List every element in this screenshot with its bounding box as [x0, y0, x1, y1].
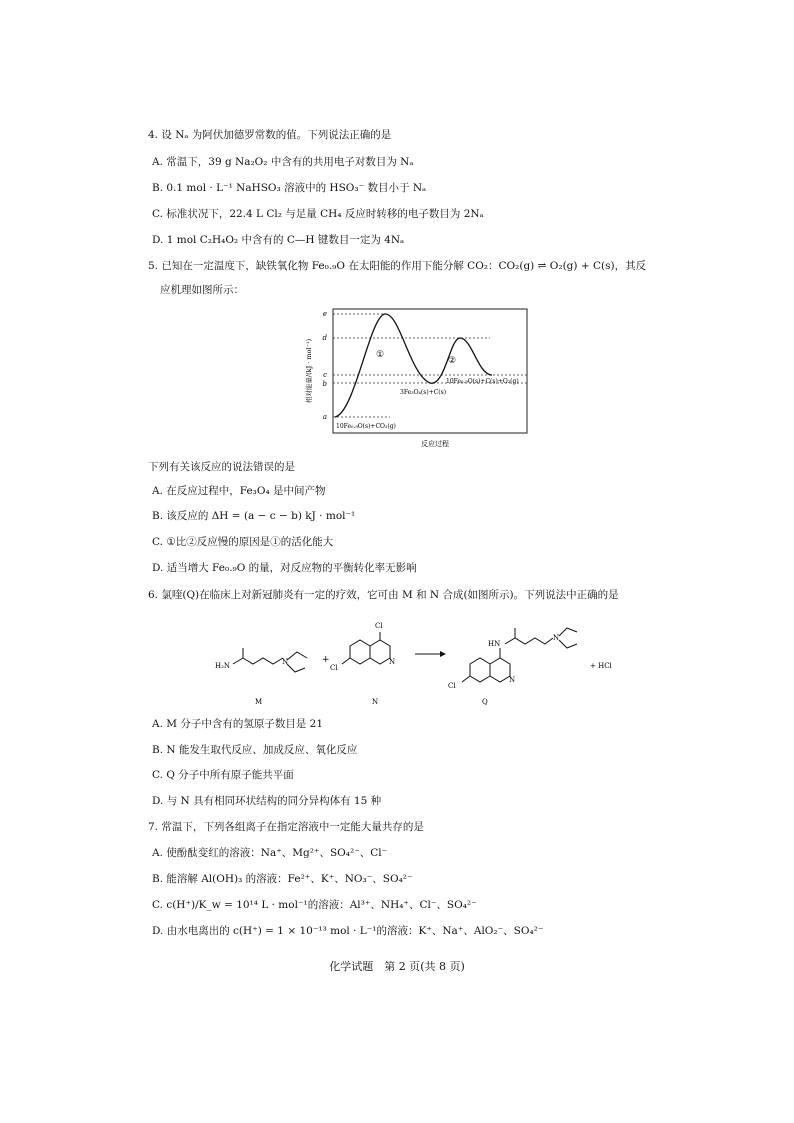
plot-frame	[333, 309, 527, 433]
q6-option-c: C. Q 分子中所有原子能共平面	[152, 769, 294, 781]
q6-option-d: D. 与 N 具有相同环状结构的同分异构体有 15 种	[152, 795, 382, 807]
tick-d: d	[322, 334, 327, 342]
q6-option-a: A. M 分子中含有的氢原子数目是 21	[152, 718, 324, 730]
n-label: N	[372, 698, 379, 706]
molecule-m	[233, 648, 307, 672]
molecule-n	[342, 632, 390, 664]
q4-option-c: C. 标准状况下，22.4 L Cl₂ 与足量 CH₄ 反应时转移的电子数目为 2Nₐ	[152, 208, 484, 220]
q5-option-b: B. 该反应的 ΔH = (a − c − b) kJ · mol⁻¹	[152, 510, 356, 522]
q4-option-b: B. 0.1 mol · L⁻¹ NaHSO₃ 溶液中的 HSO₃⁻ 数目小于 Nₐ	[152, 182, 427, 194]
q5-sub-stem: 下列有关该反应的说法错误的是	[148, 461, 295, 473]
arrow-head	[440, 651, 446, 657]
molecule-q	[462, 628, 577, 682]
q6-option-b: B. N 能发生取代反应、加成反应、氧化反应	[152, 744, 358, 756]
peak-1-label: ①	[376, 350, 385, 360]
q6-stem: 6. 氯喹(Q)在临床上对新冠肺炎有一定的疗效，它可由 M 和 N 合成(如图所示)。下列说法中正确的是	[148, 589, 619, 601]
q4-option-a: A. 常温下，39 g Na₂O₂ 中含有的共用电子对数目为 Nₐ	[152, 156, 414, 168]
q-n-label: N	[553, 634, 560, 642]
q7-option-a: A. 使酚酞变红的溶液：Na⁺、Mg²⁺、SO₄²⁻、Cl⁻	[152, 847, 388, 859]
q4-stem: 4. 设 Nₐ 为阿伏加德罗常数的值。下列说法正确的是	[148, 129, 392, 141]
species-end: 10Fe₀.₉O(s)+C(s)+O₂(g)	[446, 378, 519, 385]
n-cl-top: Cl	[375, 622, 383, 630]
page-footer: 化学试题 第 2 页(共 8 页)	[329, 960, 465, 973]
q4-option-d: D. 1 mol C₂H₄O₂ 中含有的 C—H 键数目一定为 4Nₐ	[152, 234, 405, 246]
plus-sign: +	[322, 655, 330, 665]
q7-option-d: D. 由水电离出的 c(H⁺) = 1 × 10⁻¹³ mol · L⁻¹的溶液：K⁺、Na⁺、AlO₂⁻、SO₄²⁻	[152, 925, 544, 937]
q7-option-c: C. c(H⁺)/K_w = 10¹⁴ L · mol⁻¹的溶液：Al³⁺、NH₄⁺、Cl⁻、SO₄²⁻	[152, 899, 477, 911]
q-cl-label: Cl	[448, 682, 456, 690]
q5-stem-line2: 应机理如图所示：	[160, 284, 244, 296]
q5-option-d: D. 适当增大 Fe₀.₉O 的量，对反应物的平衡转化率无影响	[152, 562, 417, 574]
q-label: Q	[482, 698, 488, 706]
q5-option-c: C. ①比②反应慢的原因是①的活化能大	[152, 536, 334, 548]
q5-stem-line1: 5. 已知在一定温度下，缺铁氧化物 Fe₀.₉O 在太阳能的作用下能分解 CO₂：CO₂(g) ⇌ O₂(g) + C(s)，其反	[148, 260, 647, 272]
species-intermediate: 3Fe₃O₄(s)+C(s)	[400, 389, 447, 396]
tick-a: a	[322, 413, 327, 421]
n-cl-left: Cl	[330, 664, 338, 672]
tick-e: e	[322, 310, 327, 318]
x-axis-label: 反应过程	[421, 440, 449, 448]
species-start: 10Fe₀.₉O(s)+CO₂(g)	[336, 423, 396, 430]
q7-option-b: B. 能溶解 Al(OH)₃ 的溶液：Fe²⁺、K⁺、NO₃⁻、SO₄²⁻	[152, 873, 413, 885]
q-hn-label: HN	[488, 640, 501, 648]
m-h2n-label: H₂N	[215, 662, 231, 670]
q7-stem: 7. 常温下，下列各组离子在指定溶液中一定能大量共存的是	[148, 821, 424, 833]
energy-diagram	[300, 305, 540, 455]
peak-2-label: ②	[448, 356, 457, 366]
tick-b: b	[322, 380, 327, 388]
q-ring-n: N	[509, 676, 516, 684]
m-label: M	[255, 698, 263, 706]
hcl-label: + HCl	[590, 662, 612, 670]
m-n-label: N	[282, 658, 289, 666]
n-ring-n: N	[389, 658, 396, 666]
tick-c: c	[323, 371, 327, 379]
y-axis-label: 相对能量/(kJ · mol⁻¹)	[305, 338, 313, 404]
reaction-scheme	[205, 612, 645, 712]
q5-option-a: A. 在反应过程中，Fe₃O₄ 是中间产物	[152, 485, 326, 497]
energy-curve	[335, 314, 492, 417]
